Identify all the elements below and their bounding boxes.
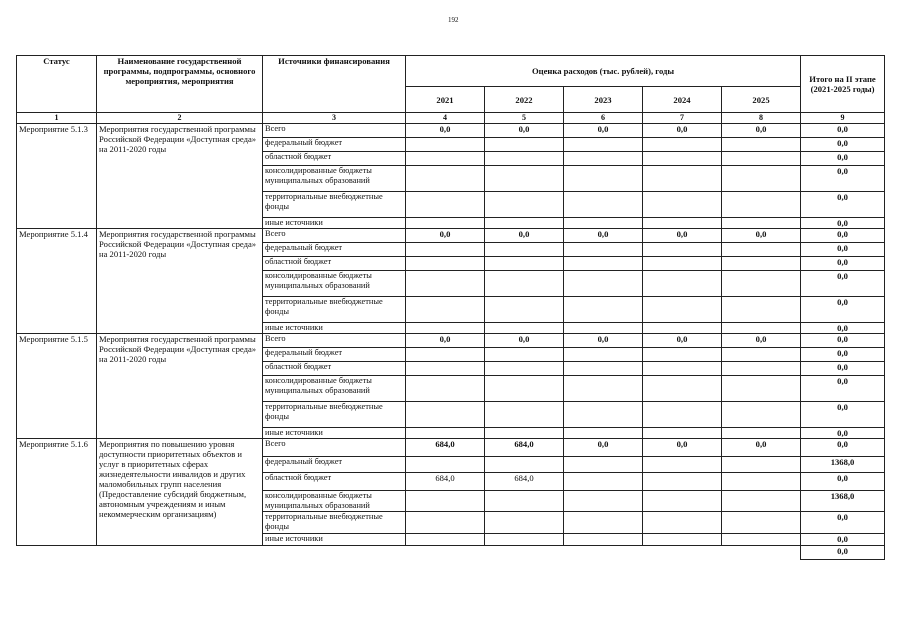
value-cell: 0,0 — [722, 439, 801, 457]
empty-cell — [263, 546, 406, 560]
value-cell — [485, 152, 564, 166]
column-number: 4 — [406, 113, 485, 124]
value-cell — [564, 271, 643, 297]
table-row — [17, 334, 885, 348]
total-cell: 0,0 — [801, 218, 885, 229]
value-cell — [722, 192, 801, 218]
row-name: Мероприятия по повышению уровня доступности приоритетных объектов и услуг в приоритетных сферах жизнедеятельности инвалидов и других маломобильных групп населения (Предоставление субсидий бюджетным, автономным учреждениям и иным некоммерческим организациям) — [97, 439, 263, 546]
value-cell — [722, 362, 801, 376]
value-cell: 0,0 — [485, 334, 564, 348]
header-sources: Источники финансирования — [263, 56, 406, 113]
total-cell: 0,0 — [801, 546, 885, 560]
table-row — [17, 439, 885, 457]
row-name: Мероприятия государственной программы Российской Федерации «Доступная среда» на 2011-2020 годы — [97, 334, 263, 439]
header-status: Статус — [17, 56, 97, 113]
row-name: Мероприятия государственной программы Российской Федерации «Доступная среда» на 2011-2020 годы — [97, 229, 263, 334]
value-cell: 684,0 — [485, 439, 564, 457]
total-cell: 0,0 — [801, 124, 885, 138]
value-cell — [564, 166, 643, 192]
row-status: Мероприятие 5.1.5 — [17, 334, 97, 439]
value-cell: 0,0 — [406, 334, 485, 348]
value-cell: 0,0 — [722, 334, 801, 348]
value-cell — [564, 152, 643, 166]
source-label: иные источники — [263, 428, 406, 439]
source-label: консолидированные бюджеты муниципальных образований — [263, 491, 406, 512]
column-number: 6 — [564, 113, 643, 124]
empty-cell — [17, 546, 97, 560]
value-cell — [564, 473, 643, 491]
value-cell — [406, 512, 485, 534]
value-cell: 0,0 — [564, 334, 643, 348]
empty-cell — [485, 546, 564, 560]
row-status: Мероприятие 5.1.3 — [17, 124, 97, 229]
value-cell — [643, 323, 722, 334]
value-cell — [485, 257, 564, 271]
value-cell — [722, 491, 801, 512]
value-cell — [564, 491, 643, 512]
source-label: территориальные внебюджетные фонды — [263, 192, 406, 218]
total-cell: 0,0 — [801, 257, 885, 271]
value-cell — [406, 376, 485, 402]
value-cell: 0,0 — [643, 124, 722, 138]
value-cell: 0,0 — [485, 124, 564, 138]
value-cell — [643, 402, 722, 428]
page-number: 192 — [448, 16, 459, 24]
value-cell — [406, 428, 485, 439]
total-cell: 0,0 — [801, 439, 885, 457]
value-cell — [406, 402, 485, 428]
source-label: областной бюджет — [263, 152, 406, 166]
value-cell — [406, 243, 485, 257]
header-year: 2024 — [643, 87, 722, 113]
total-cell: 0,0 — [801, 323, 885, 334]
value-cell — [406, 138, 485, 152]
value-cell — [406, 271, 485, 297]
value-cell — [722, 376, 801, 402]
value-cell: 0,0 — [643, 439, 722, 457]
empty-cell — [643, 546, 722, 560]
total-cell: 0,0 — [801, 512, 885, 534]
value-cell — [643, 348, 722, 362]
value-cell — [485, 271, 564, 297]
source-label: консолидированные бюджеты муниципальных образований — [263, 376, 406, 402]
empty-cell — [722, 546, 801, 560]
value-cell — [406, 257, 485, 271]
source-label: иные источники — [263, 534, 406, 546]
value-cell: 0,0 — [406, 229, 485, 243]
total-cell: 0,0 — [801, 473, 885, 491]
total-cell: 1368,0 — [801, 457, 885, 473]
value-cell — [564, 362, 643, 376]
value-cell — [564, 192, 643, 218]
source-label: Всего — [263, 334, 406, 348]
value-cell — [722, 534, 801, 546]
column-number: 2 — [97, 113, 263, 124]
total-cell: 0,0 — [801, 297, 885, 323]
total-cell: 0,0 — [801, 334, 885, 348]
value-cell — [406, 192, 485, 218]
source-label: федеральный бюджет — [263, 457, 406, 473]
value-cell — [485, 348, 564, 362]
value-cell: 0,0 — [643, 334, 722, 348]
value-cell — [643, 152, 722, 166]
source-label: Всего — [263, 229, 406, 243]
value-cell — [722, 428, 801, 439]
value-cell: 684,0 — [406, 439, 485, 457]
source-label: иные источники — [263, 218, 406, 229]
value-cell — [485, 166, 564, 192]
value-cell: 684,0 — [406, 473, 485, 491]
value-cell — [564, 257, 643, 271]
header-year: 2022 — [485, 87, 564, 113]
row-name: Мероприятия государственной программы Российской Федерации «Доступная среда» на 2011-2020 годы — [97, 124, 263, 229]
value-cell — [485, 218, 564, 229]
total-cell: 0,0 — [801, 166, 885, 192]
column-number: 1 — [17, 113, 97, 124]
value-cell — [722, 512, 801, 534]
column-number: 5 — [485, 113, 564, 124]
value-cell — [643, 271, 722, 297]
value-cell — [406, 152, 485, 166]
value-cell — [564, 512, 643, 534]
value-cell — [643, 473, 722, 491]
header-name: Наименование государственной программы, подпрограммы, основного мероприятия, мероприятия — [97, 56, 263, 113]
source-label: территориальные внебюджетные фонды — [263, 402, 406, 428]
empty-cell — [564, 546, 643, 560]
source-label: федеральный бюджет — [263, 243, 406, 257]
row-status: Мероприятие 5.1.4 — [17, 229, 97, 334]
value-cell — [564, 297, 643, 323]
value-cell — [564, 348, 643, 362]
value-cell — [564, 218, 643, 229]
value-cell — [643, 297, 722, 323]
value-cell — [485, 362, 564, 376]
value-cell — [564, 138, 643, 152]
source-label: областной бюджет — [263, 362, 406, 376]
total-cell: 0,0 — [801, 348, 885, 362]
value-cell — [406, 218, 485, 229]
value-cell — [722, 243, 801, 257]
value-cell — [485, 457, 564, 473]
value-cell: 0,0 — [406, 124, 485, 138]
value-cell — [564, 534, 643, 546]
header-costs: Оценка расходов (тыс. рублей), годы — [406, 56, 801, 87]
value-cell — [643, 376, 722, 402]
total-cell: 0,0 — [801, 534, 885, 546]
value-cell: 0,0 — [722, 124, 801, 138]
total-cell: 0,0 — [801, 138, 885, 152]
source-label: федеральный бюджет — [263, 138, 406, 152]
value-cell — [643, 362, 722, 376]
value-cell — [485, 323, 564, 334]
row-status: Мероприятие 5.1.6 — [17, 439, 97, 546]
value-cell — [643, 512, 722, 534]
source-label: Всего — [263, 439, 406, 457]
column-number: 8 — [722, 113, 801, 124]
value-cell — [722, 297, 801, 323]
value-cell: 0,0 — [564, 229, 643, 243]
value-cell — [722, 473, 801, 491]
value-cell — [564, 323, 643, 334]
total-cell: 1368,0 — [801, 491, 885, 512]
value-cell — [485, 376, 564, 402]
value-cell — [564, 243, 643, 257]
value-cell — [564, 402, 643, 428]
total-cell: 0,0 — [801, 402, 885, 428]
value-cell — [406, 297, 485, 323]
value-cell — [564, 457, 643, 473]
header-year: 2021 — [406, 87, 485, 113]
value-cell — [722, 166, 801, 192]
source-label: консолидированные бюджеты муниципальных образований — [263, 166, 406, 192]
value-cell — [406, 491, 485, 512]
column-number: 7 — [643, 113, 722, 124]
value-cell — [406, 348, 485, 362]
total-cell: 0,0 — [801, 152, 885, 166]
value-cell — [406, 166, 485, 192]
source-label: федеральный бюджет — [263, 348, 406, 362]
empty-cell — [406, 546, 485, 560]
table-row — [17, 124, 885, 138]
value-cell — [643, 534, 722, 546]
value-cell — [485, 512, 564, 534]
value-cell — [564, 428, 643, 439]
total-cell: 0,0 — [801, 376, 885, 402]
value-cell — [643, 243, 722, 257]
header-year: 2025 — [722, 87, 801, 113]
source-label: областной бюджет — [263, 257, 406, 271]
value-cell — [722, 218, 801, 229]
total-cell: 0,0 — [801, 428, 885, 439]
value-cell: 0,0 — [564, 124, 643, 138]
value-cell — [722, 323, 801, 334]
value-cell — [722, 402, 801, 428]
value-cell — [485, 192, 564, 218]
source-label: территориальные внебюджетные фонды — [263, 512, 406, 534]
expenditure-table — [16, 55, 885, 560]
total-cell: 0,0 — [801, 243, 885, 257]
value-cell — [643, 257, 722, 271]
value-cell — [406, 323, 485, 334]
value-cell — [643, 138, 722, 152]
total-cell: 0,0 — [801, 271, 885, 297]
value-cell — [722, 271, 801, 297]
value-cell — [722, 138, 801, 152]
value-cell — [643, 491, 722, 512]
table-row — [17, 229, 885, 243]
source-label: территориальные внебюджетные фонды — [263, 297, 406, 323]
source-label: иные источники — [263, 323, 406, 334]
value-cell — [643, 428, 722, 439]
value-cell — [485, 428, 564, 439]
source-label: областной бюджет — [263, 473, 406, 491]
value-cell: 0,0 — [722, 229, 801, 243]
table-row — [17, 546, 885, 560]
value-cell — [485, 297, 564, 323]
value-cell — [485, 138, 564, 152]
total-cell: 0,0 — [801, 362, 885, 376]
value-cell — [485, 491, 564, 512]
column-number: 9 — [801, 113, 885, 124]
value-cell: 0,0 — [564, 439, 643, 457]
column-number: 3 — [263, 113, 406, 124]
value-cell: 684,0 — [485, 473, 564, 491]
value-cell — [485, 243, 564, 257]
value-cell: 0,0 — [643, 229, 722, 243]
header-year: 2023 — [564, 87, 643, 113]
value-cell — [722, 152, 801, 166]
value-cell: 0,0 — [485, 229, 564, 243]
value-cell — [643, 192, 722, 218]
value-cell — [406, 362, 485, 376]
value-cell — [722, 457, 801, 473]
source-label: Всего — [263, 124, 406, 138]
value-cell — [643, 457, 722, 473]
value-cell — [406, 534, 485, 546]
value-cell — [564, 376, 643, 402]
value-cell — [722, 257, 801, 271]
value-cell — [643, 218, 722, 229]
value-cell — [406, 457, 485, 473]
header-total: Итого на II этапе (2021-2025 годы) — [801, 56, 885, 113]
value-cell — [643, 166, 722, 192]
value-cell — [485, 402, 564, 428]
total-cell: 0,0 — [801, 192, 885, 218]
value-cell — [722, 348, 801, 362]
total-cell: 0,0 — [801, 229, 885, 243]
source-label: консолидированные бюджеты муниципальных образований — [263, 271, 406, 297]
empty-cell — [97, 546, 263, 560]
value-cell — [485, 534, 564, 546]
